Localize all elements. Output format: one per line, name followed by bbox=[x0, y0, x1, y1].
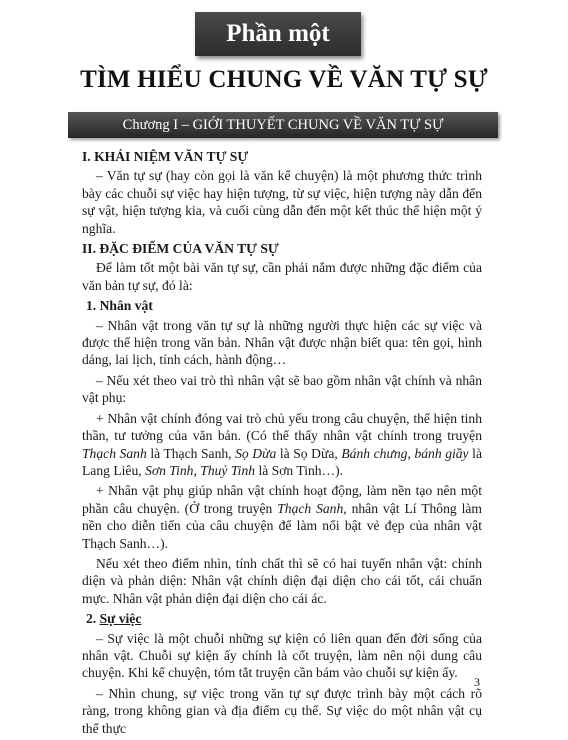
part-label: Phần một bbox=[195, 12, 361, 56]
story-title: Thuỷ Tinh bbox=[200, 462, 256, 478]
story-title: Sọ Dừa bbox=[235, 445, 277, 461]
text-run: là Sọ Dừa, bbox=[276, 445, 342, 461]
subheading-events bbox=[82, 610, 482, 627]
text-run: , bbox=[193, 462, 201, 478]
story-title: Thạch Sanh bbox=[82, 445, 147, 461]
text-run: , bbox=[407, 445, 415, 461]
story-title: Thạch Sanh bbox=[277, 500, 344, 516]
paragraph: – Sự việc là một chuỗi những sự kiện có liên quan đến đời sống của nhân vật. Chuỗi sự kiện ấy chính là cốt truyện, làm nên nội dung câu chuyện. Khi kể chuyện, tóm tắt truyện cần bám vào chuỗi sự kiện ấy. bbox=[82, 630, 482, 681]
text-run: là Sơn Tinh…). bbox=[255, 462, 344, 478]
paragraph bbox=[82, 410, 482, 480]
subheading-title: Sự việc bbox=[99, 611, 142, 627]
paragraph bbox=[82, 482, 482, 552]
paragraph: – Nhân vật trong văn tự sự là những người thực hiện các sự việc và được thể hiện trong văn bản. Nhân vật được nhận biết qua: tên gọi, hình dáng, lai lịch, tính cách, hành động… bbox=[82, 317, 482, 368]
text-run: , nhân vật Lí Thông làm nền cho diễn tiến của câu chuyện để làm nổi bật vẻ đẹp của nhân vật Thạch Sanh…). bbox=[82, 500, 482, 551]
text-run: + Nhân vật phụ giúp nhân vật chính hoạt động, làm nền tạo nên một phần câu chuyện. (Ở trong truyện bbox=[82, 483, 482, 516]
subheading-characters bbox=[82, 297, 482, 314]
subheading-title: Nhân vật bbox=[99, 298, 153, 314]
text-run: là Lang Liêu, bbox=[82, 445, 482, 478]
paragraph: – Nhìn chung, sự việc trong văn tự sự được trình bày một cách rõ ràng, trong không gian và địa điểm cụ thể. Sự việc do một nhân vật cụ thể thực bbox=[82, 685, 482, 736]
chapter-banner: Chương I – GIỚI THUYẾT CHUNG VỀ VĂN TỰ SỰ bbox=[68, 112, 498, 138]
paragraph: Để làm tốt một bài văn tự sự, cần phải nắm được những đặc điểm của văn bản tự sự, đó là: bbox=[82, 260, 482, 293]
section-heading-1: I. KHÁI NIỆM VĂN TỰ SỰ bbox=[82, 149, 249, 164]
paragraph: – Nếu xét theo vai trò thì nhân vật sẽ bao gồm nhân vật chính và nhân vật phụ: bbox=[82, 372, 482, 406]
story-title: bánh giầy bbox=[414, 445, 469, 461]
paragraph: – Văn tự sự (hay còn gọi là văn kể chuyện) là một phương thức trình bày các chuỗi sự việc hay hiện tượng, từ sự việc, hiện tượng này dẫn đến sự vật, hiện tượng kia, và cuối cùng dẫn đến một kết thúc thể hiện một ý nghĩa. bbox=[82, 168, 482, 236]
text-run: + Nhân vật chính đóng vai trò chủ yếu trong câu chuyện, thể hiện tinh thần, tư tưởng của văn bản. (Có thể thấy nhân vật chính trong truyện bbox=[82, 410, 482, 444]
page-title: TÌM HIỂU CHUNG VỀ VĂN TỰ SỰ bbox=[80, 66, 488, 93]
body-text bbox=[82, 148, 482, 740]
subheading-number: 2. bbox=[86, 611, 97, 627]
story-title: Sơn Tinh bbox=[145, 462, 194, 478]
text-run: là Thạch Sanh, bbox=[146, 445, 236, 461]
subheading-number: 1. bbox=[86, 298, 97, 314]
story-title: Bánh chưng bbox=[341, 445, 408, 461]
section-heading-2: II. ĐẶC ĐIỂM CỦA VĂN TỰ SỰ bbox=[82, 241, 279, 257]
paragraph: Nếu xét theo điểm nhìn, tính chất thì sẽ có hai tuyến nhân vật: chính diện và phản diện: Nhân vật chính diện đại diện cho cái tốt, cái chuẩn mực. Nhân vật phản diện đại diện cho cái ác. bbox=[82, 555, 482, 606]
page-number: 3 bbox=[474, 675, 480, 689]
